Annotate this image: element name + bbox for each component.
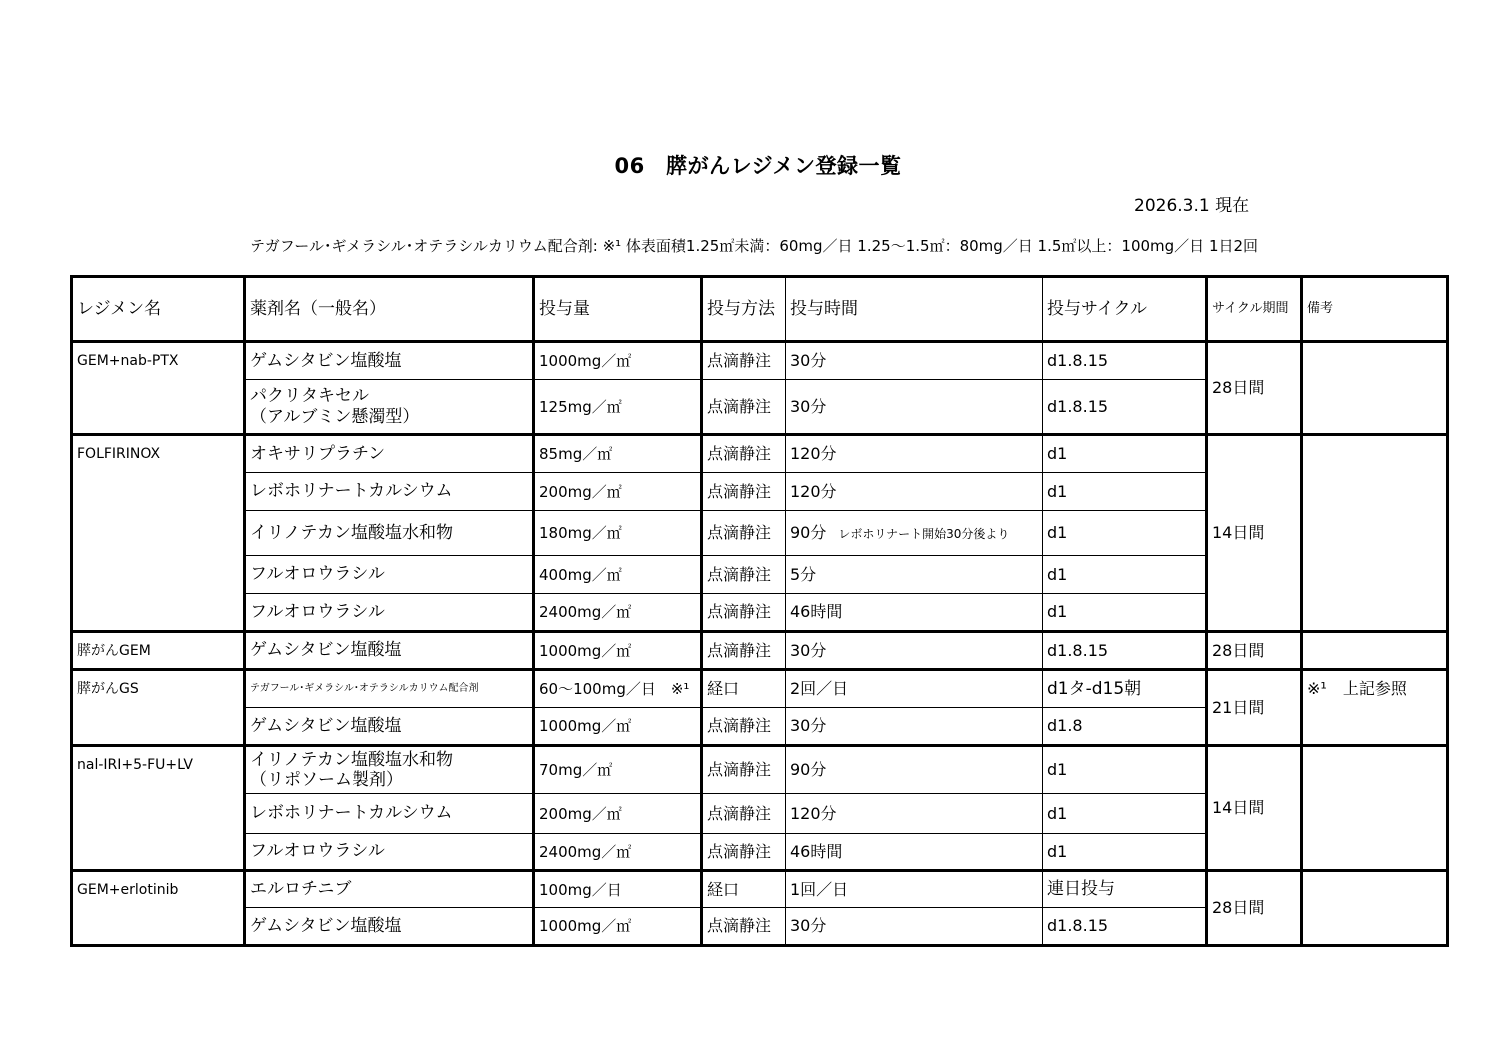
time-value: 2回／日 <box>790 679 849 699</box>
drug-name: イリノテカン塩酸塩水和物 <box>250 522 453 543</box>
drug-name: イリノテカン塩酸塩水和物 <box>250 749 453 770</box>
cycle-cell: d1 <box>1043 834 1207 871</box>
header-drug-name: 薬剤名（一般名） <box>245 277 534 342</box>
time-value: 1回／日 <box>790 879 849 899</box>
period-cell: 21日間 <box>1207 670 1302 746</box>
time-value: 90分 <box>790 760 827 780</box>
drug-name: レボホリナートカルシウム <box>250 803 453 824</box>
cycle-cell: d1 <box>1043 556 1207 594</box>
dose-cell: 1000mg／㎡ <box>534 908 702 946</box>
time-value: 30分 <box>790 716 827 736</box>
time-value: 120分 <box>790 481 837 501</box>
header-period: サイクル期間 <box>1207 277 1302 342</box>
time-cell <box>786 511 1043 556</box>
cycle-cell: d1 <box>1043 746 1207 794</box>
time-cell <box>786 708 1043 746</box>
period-cell: 28日間 <box>1207 871 1302 946</box>
cycle-cell: d1 <box>1043 594 1207 632</box>
cycle-cell: 連日投与 <box>1043 871 1207 908</box>
header-row <box>72 277 1448 342</box>
cycle-cell: d1.8 <box>1043 708 1207 746</box>
method-cell: 点滴静注 <box>702 511 786 556</box>
time-value: 30分 <box>790 396 827 416</box>
time-cell <box>786 746 1043 794</box>
drug-name-cell <box>245 871 534 908</box>
regimen-name-cell: FOLFIRINOX <box>72 435 245 632</box>
dose-cell: 85mg／㎡ <box>534 435 702 473</box>
drug-name-sub: （アルブミン懸濁型） <box>250 406 420 427</box>
method-cell: 点滴静注 <box>702 594 786 632</box>
regimen-name-cell: nal-IRI+5-FU+LV <box>72 746 245 871</box>
dose-cell: 1000mg／㎡ <box>534 708 702 746</box>
method-cell: 点滴静注 <box>702 556 786 594</box>
regimen-group <box>72 871 1448 946</box>
time-cell <box>786 556 1043 594</box>
regimen-name-cell: 膵がんGS <box>72 670 245 746</box>
period-cell: 14日間 <box>1207 435 1302 632</box>
time-value: 46時間 <box>790 841 843 861</box>
method-cell: 点滴静注 <box>702 834 786 871</box>
remarks-cell <box>1302 871 1448 946</box>
dosage-note: テガフール･ギメラシル･オテラシルカリウム配合剤: ※¹ 体表面積1.25㎡未満：60mg／日 1.25～1.5㎡：80mg／日 1.5㎡以上：100mg／日 1日2回 <box>250 237 1259 255</box>
regimen-group <box>72 435 1448 632</box>
time-cell <box>786 794 1043 834</box>
method-cell: 点滴静注 <box>702 435 786 473</box>
header-cycle: 投与サイクル <box>1043 277 1207 342</box>
dose-cell: 180mg／㎡ <box>534 511 702 556</box>
cycle-cell: d1タ-d15朝 <box>1043 670 1207 708</box>
time-value: 30分 <box>790 351 827 371</box>
drug-name-cell <box>245 908 534 946</box>
cycle-cell: d1 <box>1043 794 1207 834</box>
drug-name-cell <box>245 342 534 380</box>
dose-cell: 1000mg／㎡ <box>534 632 702 670</box>
drug-name: ゲムシタビン塩酸塩 <box>250 350 402 371</box>
period-cell: 28日間 <box>1207 632 1302 670</box>
time-cell <box>786 594 1043 632</box>
time-cell <box>786 380 1043 435</box>
drug-name: フルオロウラシル <box>250 841 385 862</box>
method-cell: 点滴静注 <box>702 342 786 380</box>
cycle-cell: d1.8.15 <box>1043 380 1207 435</box>
table-row <box>72 871 1448 908</box>
drug-name: ゲムシタビン塩酸塩 <box>250 915 402 936</box>
regimen-group <box>72 632 1448 670</box>
cycle-cell: d1 <box>1043 511 1207 556</box>
drug-name: パクリタキセル <box>250 386 369 407</box>
time-cell <box>786 435 1043 473</box>
remarks-cell <box>1302 435 1448 632</box>
drug-name-cell <box>245 594 534 632</box>
drug-name-sub: （リポソーム製剤） <box>250 770 403 790</box>
method-cell: 経口 <box>702 871 786 908</box>
time-cell <box>786 473 1043 511</box>
dose-cell: 400mg／㎡ <box>534 556 702 594</box>
time-value: 46時間 <box>790 602 843 622</box>
dose-cell: 70mg／㎡ <box>534 746 702 794</box>
regimen-group <box>72 670 1448 746</box>
time-cell <box>786 670 1043 708</box>
regimen-group <box>72 342 1448 435</box>
dose-cell: 1000mg／㎡ <box>534 342 702 380</box>
drug-name: エルロチニブ <box>250 879 352 900</box>
time-value: 120分 <box>790 803 837 823</box>
regimen-group <box>72 746 1448 871</box>
method-cell: 点滴静注 <box>702 746 786 794</box>
method-cell: 経口 <box>702 670 786 708</box>
time-value: 5分 <box>790 564 817 584</box>
table-row <box>72 342 1448 380</box>
method-cell: 点滴静注 <box>702 794 786 834</box>
drug-name-cell <box>245 708 534 746</box>
time-cell <box>786 342 1043 380</box>
drug-name-cell <box>245 473 534 511</box>
dose-cell: 200mg／㎡ <box>534 794 702 834</box>
dose-cell: 2400mg／㎡ <box>534 594 702 632</box>
remarks-cell: ※¹ 上記参照 <box>1302 670 1448 746</box>
dose-cell: 100mg／日 <box>534 871 702 908</box>
drug-name-cell <box>245 511 534 556</box>
period-cell: 28日間 <box>1207 342 1302 435</box>
remarks-cell <box>1302 342 1448 435</box>
cycle-cell: d1 <box>1043 435 1207 473</box>
drug-name-cell <box>245 834 534 871</box>
regimen-name-cell: 膵がんGEM <box>72 632 245 670</box>
drug-name: レボホリナートカルシウム <box>250 481 453 502</box>
method-cell: 点滴静注 <box>702 908 786 946</box>
drug-name-cell <box>245 670 534 708</box>
date-label: 2026.3.1 現在 <box>1134 196 1250 216</box>
cycle-cell: d1.8.15 <box>1043 632 1207 670</box>
method-cell: 点滴静注 <box>702 380 786 435</box>
header-remarks: 備考 <box>1302 277 1448 342</box>
method-cell: 点滴静注 <box>702 632 786 670</box>
method-cell: 点滴静注 <box>702 473 786 511</box>
dose-cell: 125mg／㎡ <box>534 380 702 435</box>
period-cell: 14日間 <box>1207 746 1302 871</box>
drug-name-cell <box>245 380 534 435</box>
drug-name: フルオロウラシル <box>250 564 385 585</box>
time-value: 120分 <box>790 444 837 464</box>
remarks-cell <box>1302 746 1448 871</box>
header-dose: 投与量 <box>534 277 702 342</box>
header-regimen-name: レジメン名 <box>72 277 245 342</box>
time-cell <box>786 871 1043 908</box>
time-cell <box>786 834 1043 871</box>
drug-name: ゲムシタビン塩酸塩 <box>250 640 402 661</box>
drug-name: ゲムシタビン塩酸塩 <box>250 715 402 736</box>
drug-name-cell <box>245 746 534 794</box>
drug-name: オキサリプラチン <box>250 443 386 464</box>
table-row <box>72 632 1448 670</box>
drug-name-cell <box>245 794 534 834</box>
cycle-cell: d1 <box>1043 473 1207 511</box>
time-cell <box>786 908 1043 946</box>
drug-name-cell <box>245 435 534 473</box>
regimen-table <box>70 275 1449 947</box>
header-method: 投与方法 <box>702 277 786 342</box>
header-time: 投与時間 <box>786 277 1043 342</box>
dose-cell: 200mg／㎡ <box>534 473 702 511</box>
time-value: 30分 <box>790 916 827 936</box>
table-row <box>72 670 1448 708</box>
drug-name-cell <box>245 632 534 670</box>
method-cell: 点滴静注 <box>702 708 786 746</box>
page-title: 06 膵がんレジメン登録一覧 <box>614 154 902 178</box>
time-value: 30分 <box>790 640 827 660</box>
remarks-cell <box>1302 632 1448 670</box>
cycle-cell: d1.8.15 <box>1043 342 1207 380</box>
time-cell <box>786 632 1043 670</box>
table-row <box>72 435 1448 473</box>
table-row <box>72 746 1448 794</box>
drug-name: フルオロウラシル <box>250 601 385 622</box>
dose-cell: 2400mg／㎡ <box>534 834 702 871</box>
drug-name: テガフール･ギメラシル･オテラシルカリウム配合剤 <box>250 683 479 694</box>
dose-cell: 60～100mg／日 ※¹ <box>534 670 702 708</box>
cycle-cell: d1.8.15 <box>1043 908 1207 946</box>
time-note: レボホリナート開始30分後より <box>838 527 1010 542</box>
regimen-name-cell: GEM+nab-PTX <box>72 342 245 435</box>
time-value: 90分 <box>790 523 827 543</box>
drug-name-cell <box>245 556 534 594</box>
regimen-name-cell: GEM+erlotinib <box>72 871 245 946</box>
